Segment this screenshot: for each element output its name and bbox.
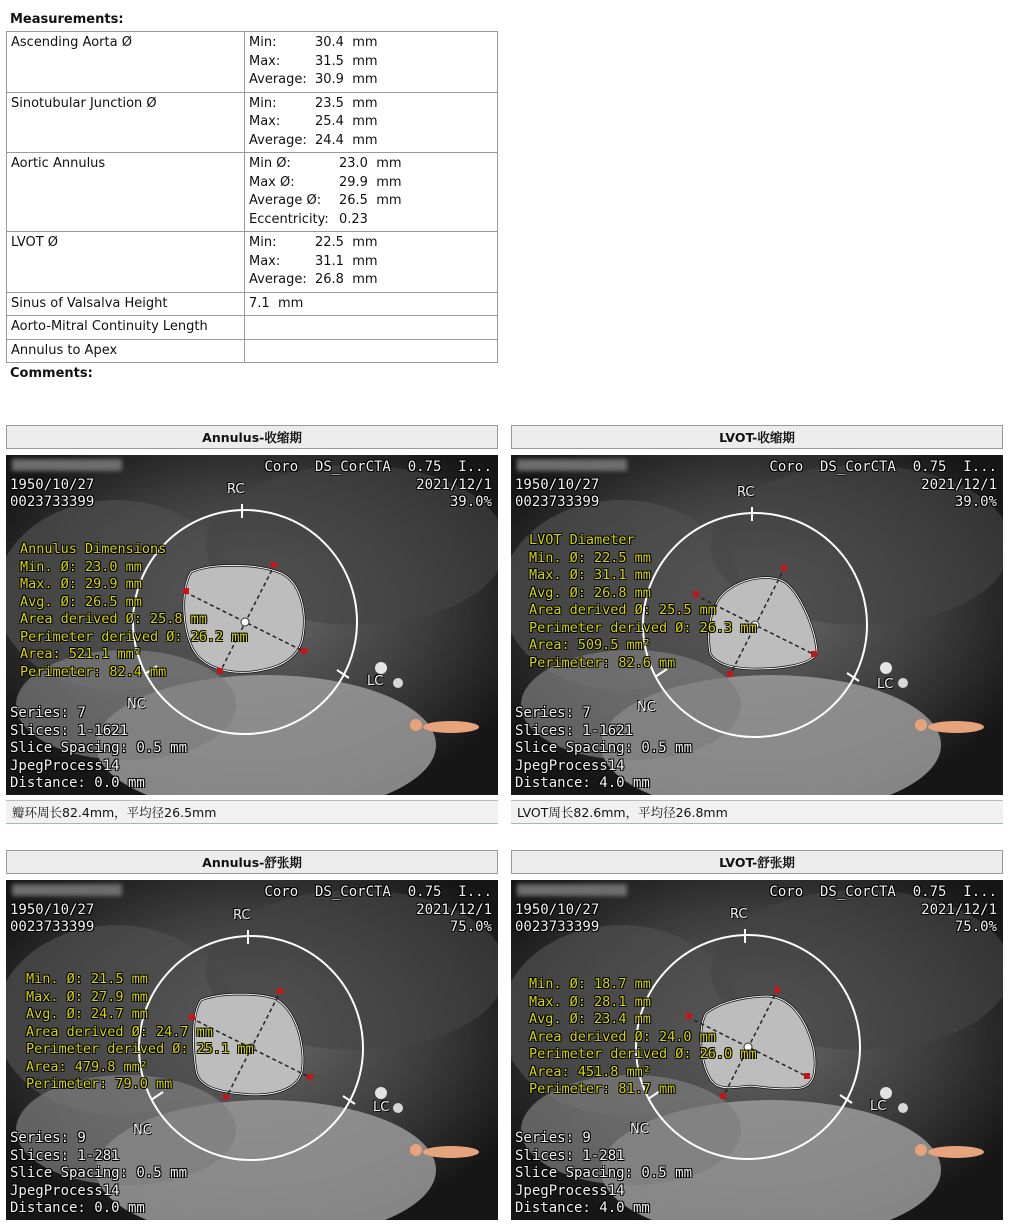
ct-image-viewport[interactable] bbox=[511, 880, 1003, 1220]
patient-dob: 1950/10/27 bbox=[515, 477, 600, 493]
series-description: Coro DS_CorCTA 0.75 I... bbox=[264, 884, 492, 900]
panel-title: LVOT-收缩期 bbox=[511, 425, 1003, 449]
overlay-measurement-line: Min. Ø: 18.7 mm bbox=[529, 976, 651, 992]
overlay-measurement-line: Perimeter: 79.0 mm bbox=[26, 1076, 173, 1092]
overlay-measurement-line: Perimeter derived Ø: 26.0 mm bbox=[529, 1046, 757, 1062]
series-info-line: Slices: 1-281 bbox=[515, 1147, 625, 1164]
redacted-name bbox=[12, 459, 122, 471]
redacted-name bbox=[517, 884, 627, 896]
patient-dob: 1950/10/27 bbox=[10, 902, 95, 918]
study-date: 2021/12/1 bbox=[921, 477, 997, 493]
value-number: 24.4 mm bbox=[315, 132, 378, 148]
value-key: Min Ø: bbox=[249, 156, 291, 171]
measurement-overlay bbox=[26, 971, 254, 1094]
rc-label: RC bbox=[227, 482, 245, 497]
value-number: 29.9 mm bbox=[339, 174, 402, 190]
study-date: 2021/12/1 bbox=[416, 902, 492, 918]
value-key: Min: bbox=[249, 95, 277, 111]
series-info-line: Slice Spacing: 0.5 mm bbox=[10, 1165, 188, 1181]
measurement-value-line bbox=[249, 211, 493, 230]
panel-title: Annulus-舒张期 bbox=[6, 850, 498, 874]
overlay-measurement-line: LVOT Diameter bbox=[529, 532, 635, 548]
series-info-line: Series: 9 bbox=[515, 1130, 591, 1146]
cardiac-phase: 75.0% bbox=[954, 919, 997, 935]
measurement-value-line bbox=[249, 71, 493, 90]
series-info-line: Slices: 1-1621 bbox=[515, 722, 634, 739]
series-info-line: Slice Spacing: 0.5 mm bbox=[515, 1165, 693, 1181]
measurement-value-line bbox=[249, 192, 493, 211]
rc-label: RC bbox=[233, 908, 251, 923]
measurement-value-line bbox=[249, 132, 493, 151]
ct-image-viewport[interactable] bbox=[6, 455, 498, 795]
measurement-value-line bbox=[249, 34, 493, 53]
overlay-measurement-line: Area derived Ø: 24.7 mm bbox=[26, 1023, 213, 1040]
series-info-line: Distance: 4.0 mm bbox=[515, 775, 650, 791]
measurement-values bbox=[245, 292, 498, 316]
measurement-label: LVOT Ø bbox=[7, 232, 245, 293]
redacted-name bbox=[12, 884, 122, 896]
overlay-measurement-line: Max. Ø: 29.9 mm bbox=[20, 576, 142, 592]
measurement-value-line bbox=[249, 155, 493, 174]
measurement-overlay bbox=[529, 532, 757, 672]
value-number: 23.5 mm bbox=[315, 95, 378, 111]
measurements-title: Measurements: bbox=[10, 12, 124, 27]
series-info-line: Series: 9 bbox=[10, 1130, 86, 1146]
series-info-line: JpegProcess14 bbox=[10, 1182, 120, 1199]
panel-title: LVOT-舒张期 bbox=[511, 850, 1003, 874]
overlay-measurement-line: Max. Ø: 27.9 mm bbox=[26, 988, 148, 1005]
measurement-label: Sinotubular Junction Ø bbox=[7, 92, 245, 153]
value-key: Min: bbox=[249, 35, 277, 50]
value-key: Average Ø: bbox=[249, 193, 322, 208]
series-description: Coro DS_CorCTA 0.75 I... bbox=[769, 459, 997, 475]
value-key: Max: bbox=[249, 53, 281, 69]
patient-id: 0023733399 bbox=[515, 919, 600, 935]
overlay-measurement-line: Perimeter: 81.7 mm bbox=[529, 1081, 676, 1097]
measurement-row bbox=[7, 92, 498, 153]
value-key: Min: bbox=[249, 235, 277, 250]
series-info-overlay bbox=[515, 705, 692, 793]
overlay-measurement-line: Area derived Ø: 24.0 mm bbox=[529, 1028, 716, 1045]
measurement-row bbox=[7, 32, 498, 93]
measurement-value-line bbox=[249, 113, 493, 132]
value-key: Average: bbox=[249, 132, 307, 148]
measurement-value-line bbox=[249, 271, 493, 290]
comments-title: Comments: bbox=[10, 366, 93, 381]
measurement-value-line bbox=[249, 253, 493, 272]
measurement-values bbox=[245, 232, 498, 293]
nc-label: NC bbox=[637, 700, 656, 715]
measurement-label: Aorto-Mitral Continuity Length bbox=[7, 316, 245, 340]
series-info-line: Slice Spacing: 0.5 mm bbox=[515, 740, 693, 756]
measurement-value-line bbox=[249, 295, 493, 314]
series-description: Coro DS_CorCTA 0.75 I... bbox=[769, 884, 997, 900]
lc-label: LC bbox=[373, 1100, 390, 1115]
measurement-label: Sinus of Valsalva Height bbox=[7, 292, 245, 316]
overlay-measurement-line: Avg. Ø: 23.4 mm bbox=[529, 1011, 651, 1027]
series-info-line: Series: 7 bbox=[10, 705, 86, 721]
series-info-overlay bbox=[515, 1130, 692, 1218]
overlay-measurement-line: Min. Ø: 22.5 mm bbox=[529, 549, 651, 566]
overlay-measurement-line: Max. Ø: 31.1 mm bbox=[529, 567, 651, 583]
series-info-line: JpegProcess14 bbox=[515, 1182, 625, 1199]
nc-label: NC bbox=[127, 697, 146, 712]
value-number: 25.4 mm bbox=[315, 114, 378, 129]
overlay-measurement-line: Annulus Dimensions bbox=[20, 541, 167, 557]
lc-label: LC bbox=[367, 674, 384, 689]
patient-dob: 1950/10/27 bbox=[10, 477, 95, 493]
value-key: Average: bbox=[249, 72, 307, 87]
measurement-overlay bbox=[529, 976, 757, 1099]
value-key: Average: bbox=[249, 272, 307, 287]
overlay-measurement-line: Avg. Ø: 26.8 mm bbox=[529, 584, 651, 601]
overlay-measurement-line: Perimeter derived Ø: 25.1 mm bbox=[26, 1041, 254, 1057]
series-info-overlay bbox=[10, 1130, 187, 1218]
measurement-row bbox=[7, 153, 498, 232]
value-key: Max: bbox=[249, 253, 281, 269]
overlay-measurement-line: Perimeter derived Ø: 26.2 mm bbox=[20, 628, 248, 645]
measurement-row bbox=[7, 232, 498, 293]
overlay-measurement-line: Area: 521.1 mm² bbox=[20, 646, 142, 662]
ct-panel bbox=[6, 425, 498, 824]
series-description: Coro DS_CorCTA 0.75 I... bbox=[264, 459, 492, 475]
measurement-value-line bbox=[249, 234, 493, 253]
series-info-line: Slice Spacing: 0.5 mm bbox=[10, 740, 188, 756]
overlay-measurement-line: Avg. Ø: 26.5 mm bbox=[20, 593, 142, 610]
measurement-label: Aortic Annulus bbox=[7, 153, 245, 232]
study-date: 2021/12/1 bbox=[416, 477, 492, 493]
value-number: 31.1 mm bbox=[315, 253, 378, 269]
value-number: 26.8 mm bbox=[315, 272, 378, 287]
value-number: 22.5 mm bbox=[315, 235, 378, 250]
study-date: 2021/12/1 bbox=[921, 902, 997, 918]
ct-panel bbox=[511, 850, 1003, 1220]
overlay-measurement-line: Perimeter derived Ø: 26.3 mm bbox=[529, 619, 757, 636]
measurement-values bbox=[245, 153, 498, 232]
measurements-table bbox=[6, 31, 498, 363]
value-key: Max Ø: bbox=[249, 174, 295, 190]
measurement-overlay bbox=[20, 541, 248, 681]
cardiac-phase: 75.0% bbox=[449, 919, 492, 935]
cardiac-phase: 39.0% bbox=[449, 494, 492, 510]
ct-image-viewport[interactable] bbox=[6, 880, 498, 1220]
series-info-line: Distance: 0.0 mm bbox=[10, 775, 145, 791]
redacted-name bbox=[517, 459, 627, 471]
panel-caption: LVOT周长82.6mm，平均径26.8mm bbox=[511, 800, 1003, 824]
measurement-values bbox=[245, 339, 498, 363]
value-number: 26.5 mm bbox=[339, 193, 402, 208]
rc-label: RC bbox=[737, 485, 755, 500]
panel-caption: 瓣环周长82.4mm，平均径26.5mm bbox=[6, 800, 498, 824]
series-info-line: Slices: 1-281 bbox=[10, 1147, 120, 1164]
patient-id: 0023733399 bbox=[10, 494, 95, 510]
value-number: 31.5 mm bbox=[315, 53, 378, 69]
ct-panel bbox=[511, 425, 1003, 824]
measurement-values bbox=[245, 32, 498, 93]
value-key: Eccentricity: bbox=[249, 211, 329, 227]
overlay-measurement-line: Max. Ø: 28.1 mm bbox=[529, 993, 651, 1010]
measurement-values bbox=[245, 92, 498, 153]
measurement-label: Annulus to Apex bbox=[7, 339, 245, 363]
overlay-measurement-line: Area derived Ø: 25.5 mm bbox=[529, 602, 716, 618]
overlay-measurement-line: Area: 509.5 mm² bbox=[529, 637, 651, 653]
overlay-measurement-line: Avg. Ø: 24.7 mm bbox=[26, 1006, 148, 1022]
value-number: 30.4 mm bbox=[315, 35, 378, 50]
overlay-measurement-line: Min. Ø: 23.0 mm bbox=[20, 558, 142, 575]
value-key: Max: bbox=[249, 114, 281, 129]
patient-dob: 1950/10/27 bbox=[515, 902, 600, 918]
ct-panel bbox=[6, 850, 498, 1220]
patient-id: 0023733399 bbox=[10, 919, 95, 935]
measurement-label: Ascending Aorta Ø bbox=[7, 32, 245, 93]
ct-image-viewport[interactable] bbox=[511, 455, 1003, 795]
measurement-values bbox=[245, 316, 498, 340]
series-info-line: Distance: 4.0 mm bbox=[515, 1200, 650, 1216]
overlay-measurement-line: Area derived Ø: 25.8 mm bbox=[20, 611, 207, 627]
measurement-row bbox=[7, 339, 498, 363]
series-info-line: JpegProcess14 bbox=[515, 757, 625, 774]
series-info-line: Distance: 0.0 mm bbox=[10, 1200, 145, 1216]
overlay-measurement-line: Perimeter: 82.6 mm bbox=[529, 654, 676, 671]
value-number: 7.1 mm bbox=[249, 295, 304, 311]
cardiac-phase: 39.0% bbox=[954, 494, 997, 510]
nc-label: NC bbox=[133, 1123, 152, 1138]
overlay-measurement-line: Perimeter: 82.4 mm bbox=[20, 663, 167, 680]
measurement-row bbox=[7, 292, 498, 316]
measurement-value-line bbox=[249, 53, 493, 72]
series-info-line: Series: 7 bbox=[515, 705, 591, 721]
overlay-measurement-line: Area: 479.8 mm² bbox=[26, 1058, 148, 1075]
lc-label: LC bbox=[877, 677, 894, 692]
value-number: 30.9 mm bbox=[315, 72, 378, 87]
rc-label: RC bbox=[730, 907, 748, 922]
value-number: 0.23 bbox=[339, 211, 368, 227]
measurement-value-line bbox=[249, 95, 493, 114]
overlay-measurement-line: Area: 451.8 mm² bbox=[529, 1063, 651, 1080]
measurement-row bbox=[7, 316, 498, 340]
value-number: 23.0 mm bbox=[339, 156, 402, 171]
patient-id: 0023733399 bbox=[515, 494, 600, 510]
overlay-measurement-line: Min. Ø: 21.5 mm bbox=[26, 971, 148, 987]
lc-label: LC bbox=[870, 1099, 887, 1114]
series-info-line: Slices: 1-1621 bbox=[10, 722, 129, 739]
measurement-value-line bbox=[249, 174, 493, 193]
series-info-line: JpegProcess14 bbox=[10, 757, 120, 774]
series-info-overlay bbox=[10, 705, 187, 793]
panel-title: Annulus-收缩期 bbox=[6, 425, 498, 449]
nc-label: NC bbox=[630, 1122, 649, 1137]
